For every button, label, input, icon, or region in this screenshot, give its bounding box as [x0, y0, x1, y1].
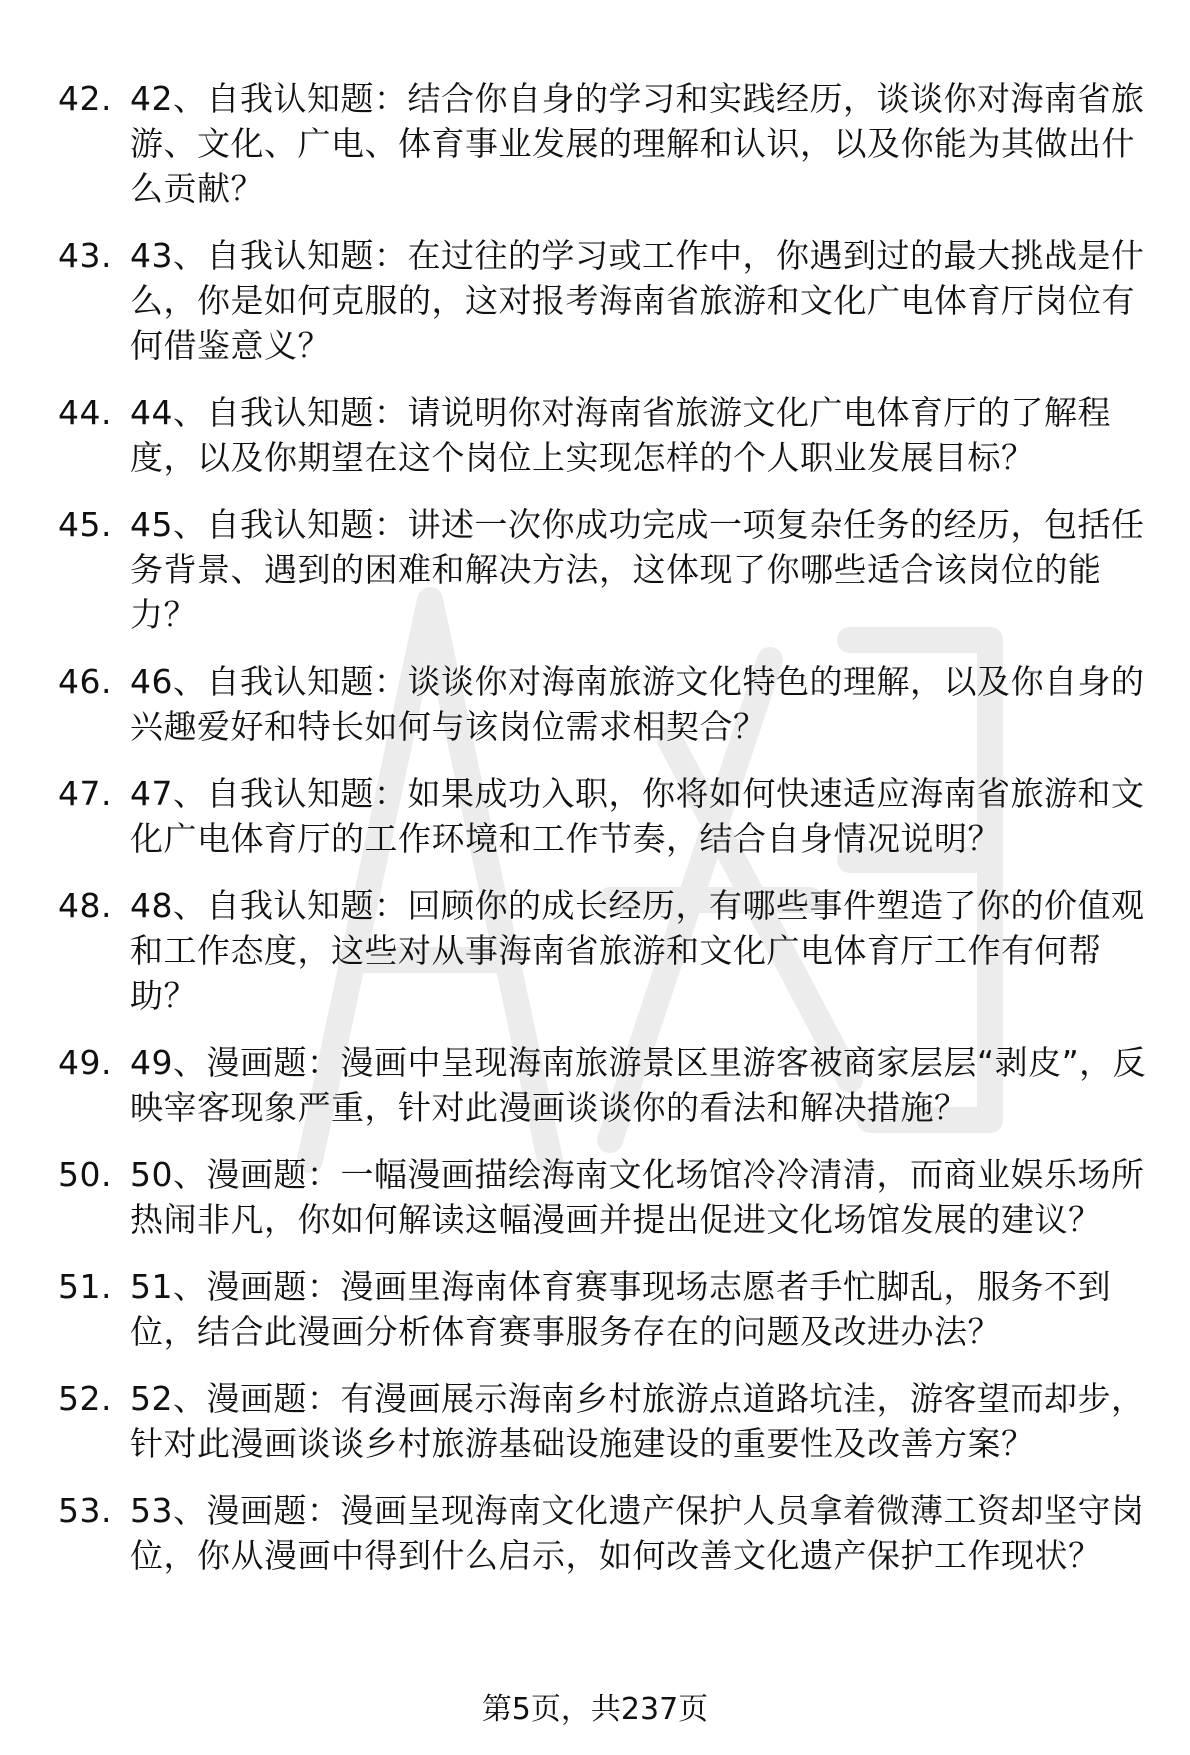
item-text: 49、漫画题：漫画中呈现海南旅游景区里游客被商家层层“剥皮”，反映宰客现象严重，针对此漫画谈谈你的看法和解决措施？: [130, 1043, 1147, 1127]
list-item: [58, 883, 1158, 1018]
item-text: 43、自我认知题：在过往的学习或工作中，你遇到过的最大挑战是什么，你是如何克服的，这对报考海南省旅游和文化广电体育厅岗位有何借鉴意义？: [130, 236, 1145, 365]
list-item: [58, 659, 1158, 749]
item-text: 47、自我认知题：如果成功入职，你将如何快速适应海南省旅游和文化广电体育厅的工作环境和工作节奏，结合自身情况说明？: [130, 774, 1145, 858]
list-item: [58, 76, 1158, 211]
item-number: 44.: [58, 393, 112, 432]
item-number: 48.: [58, 886, 112, 925]
item-text: 44、自我认知题：请说明你对海南省旅游文化广电体育厅的了解程度，以及你期望在这个岗位上实现怎样的个人职业发展目标？: [130, 393, 1111, 477]
list-item: [58, 771, 1158, 861]
item-number: 51.: [58, 1267, 112, 1306]
list-item: [58, 1488, 1158, 1578]
list-item: [58, 1264, 1158, 1354]
item-text: 53、漫画题：漫画呈现海南文化遗产保护人员拿着微薄工资却坚守岗位，你从漫画中得到什么启示，如何改善文化遗产保护工作现状？: [130, 1491, 1145, 1575]
item-text: 50、漫画题：一幅漫画描绘海南文化场馆冷冷清清，而商业娱乐场所热闹非凡，你如何解读这幅漫画并提出促进文化场馆发展的建议？: [130, 1155, 1145, 1239]
list-item: [58, 1376, 1158, 1466]
item-number: 53.: [58, 1491, 112, 1530]
item-text: 45、自我认知题：讲述一次你成功完成一项复杂任务的经历，包括任务背景、遇到的困难和解决方法，这体现了你哪些适合该岗位的能力？: [130, 505, 1145, 634]
item-number: 43.: [58, 236, 112, 275]
item-number: 52.: [58, 1379, 112, 1418]
item-number: 47.: [58, 774, 112, 813]
item-number: 50.: [58, 1155, 112, 1194]
item-number: 45.: [58, 505, 112, 544]
item-text: 46、自我认知题：谈谈你对海南旅游文化特色的理解，以及你自身的兴趣爱好和特长如何与该岗位需求相契合？: [130, 662, 1145, 746]
item-text: 42、自我认知题：结合你自身的学习和实践经历，谈谈你对海南省旅游、文化、广电、体育事业发展的理解和认识，以及你能为其做出什么贡献？: [130, 79, 1145, 208]
list-item: [58, 390, 1158, 480]
item-number: 46.: [58, 662, 112, 701]
item-number: 49.: [58, 1043, 112, 1082]
list-item: [58, 233, 1158, 368]
list-item: [58, 1040, 1158, 1130]
page-footer: 第5页，共237页: [481, 1692, 709, 1727]
item-text: 48、自我认知题：回顾你的成长经历，有哪些事件塑造了你的价值观和工作态度，这些对从事海南省旅游和文化广电体育厅工作有何帮助？: [130, 886, 1145, 1015]
item-number: 42.: [58, 79, 112, 118]
item-text: 52、漫画题：有漫画展示海南乡村旅游点道路坑洼，游客望而却步，针对此漫画谈谈乡村旅游基础设施建设的重要性及改善方案？: [130, 1379, 1145, 1463]
item-text: 51、漫画题：漫画里海南体育赛事现场志愿者手忙脚乱，服务不到位，结合此漫画分析体育赛事服务存在的问题及改进办法？: [130, 1267, 1111, 1351]
list-item: [58, 502, 1158, 637]
question-list: [58, 76, 1158, 1600]
list-item: [58, 1152, 1158, 1242]
